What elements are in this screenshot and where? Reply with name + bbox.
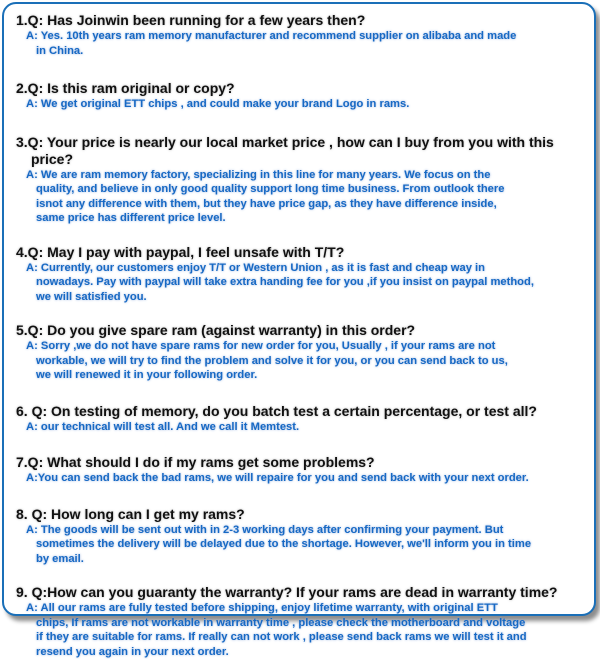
question-4: 4.Q: May I pay with paypal, I feel unsafe with T/T?	[16, 243, 345, 260]
answer-9: A: All our rams are fully tested before shipping, enjoy lifetime warranty, with original ETT chips, If rams are not workable in warranty time , please check the motherboard and voltage if they are suitable for rams. If really can not work , please send back rams we will test it and resend you again in your next order.	[26, 602, 527, 658]
faq-item-5	[16, 322, 586, 383]
answer-3: A: We are ram memory factory, specializing in this line for many years. We focus on the quality, and believe in only good quality support long time business. From outlook there isnot any difference with them, but they have price gap, as they have difference inside, same price has different price level.	[26, 168, 505, 224]
question-2: 2.Q: Is this ram original or copy?	[16, 80, 235, 96]
faq-item-4	[16, 244, 586, 305]
faq-item-9	[16, 584, 586, 659]
question-5: 5.Q: Do you give spare ram (against warranty) in this order?	[16, 322, 416, 338]
faq-item-3	[16, 134, 586, 226]
question-1: 1.Q: Has Joinwin been running for a few years then?	[16, 12, 366, 28]
question-8: 8. Q: How long can I get my rams?	[16, 505, 245, 522]
answer-4: A: Currently, our customers enjoy T/T or Western Union , as it is fast and cheap way in nowadays. Pay with paypal will take extra handing fee for you ,if you insist on paypal method, we will satisfied you.	[26, 261, 534, 303]
faq-item-7	[16, 454, 586, 486]
faq-item-1	[16, 12, 586, 58]
faq-panel	[2, 2, 596, 658]
answer-7: A:You can send back the bad rams, we will repaire for you and send back with your next order.	[26, 472, 529, 484]
answer-2: A: We get original ETT chips , and could make your brand Logo in rams.	[26, 98, 410, 110]
faq-item-6	[16, 403, 586, 435]
faq-item-2	[16, 80, 586, 112]
answer-1: A: Yes. 10th years ram memory manufacturer and recommend supplier on alibaba and made in China.	[26, 30, 517, 57]
faq-item-8	[16, 506, 586, 567]
question-3: 3.Q: Your price is nearly our local market price , how can I buy from you with this price?	[16, 133, 554, 167]
answer-8: A: The goods will be sent out with in 2-3 working days after confirming your payment. But sometimes the delivery will be delayed due to the shortage. However, we'll inform you in time by email.	[26, 523, 532, 565]
answer-6: A: our technical will test all. And we call it Memtest.	[26, 420, 300, 433]
question-7: 7.Q: What should I do if my rams get some problems?	[16, 454, 375, 470]
question-9: 9. Q:How can you guaranty the warranty? If your rams are dead in warranty time?	[16, 584, 558, 600]
question-6: 6. Q: On testing of memory, do you batch test a certain percentage, or test all?	[16, 402, 537, 419]
faq-list	[16, 12, 586, 659]
answer-5: A: Sorry ,we do not have spare rams for new order for you, Usually , if your rams are not workable, we will try to find the problem and solve it for you, or you can send back to us, we will renewed it in your following order.	[26, 340, 508, 381]
